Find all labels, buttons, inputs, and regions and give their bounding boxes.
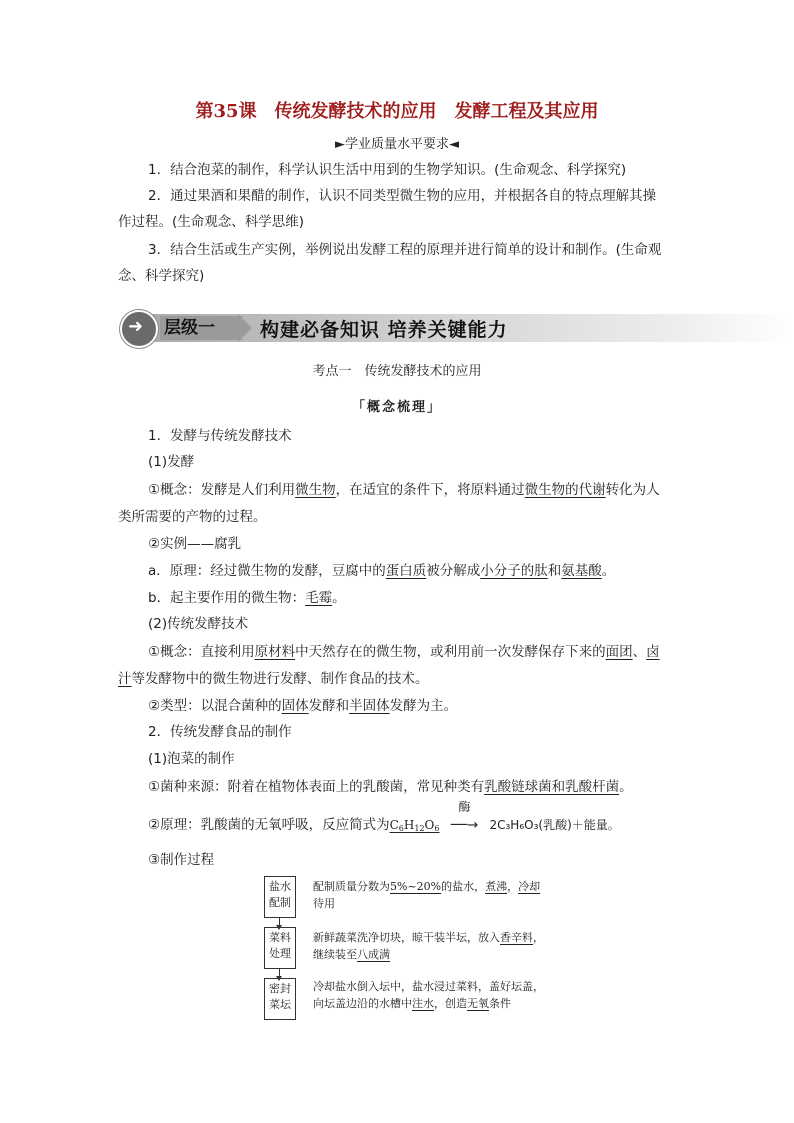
concept-line-2: 类所需要的产物的过程。 <box>118 509 267 525</box>
traditional-concept-line-1: ①概念：直接利用原材料中天然存在的微生物，或利用前一次发酵保存下来的面团、卤 <box>148 644 660 660</box>
level-banner <box>120 310 794 346</box>
chevron-right-icon <box>238 314 252 342</box>
flow-step-brine-text-1: 配制质量分数为5%~20%的盐水，煮沸，冷却 <box>313 880 541 893</box>
banner-level-label: 层级一 <box>160 316 242 340</box>
lesson-title: 第35课 传统发酵技术的应用 发酵工程及其应用 <box>195 101 599 122</box>
microbe-line: b．起主要作用的微生物：毛霉。 <box>148 590 346 606</box>
flow-step-seal: 密封 菜坛 <box>264 978 296 1020</box>
heading-1-2: (2)传统发酵技术 <box>148 616 249 632</box>
section-title: 考点一 传统发酵技术的应用 <box>312 364 482 379</box>
heading-2: 2．传统发酵食品的制作 <box>148 724 292 740</box>
flow-step-brine: 盐水 配制 <box>264 876 296 918</box>
goal-3-line-1: 3．结合生活或生产实例，举例说出发酵工程的原理并进行简单的设计和制作。(生命观 <box>148 242 662 258</box>
quality-requirements-header: ►学业质量水平要求◄ <box>335 137 459 152</box>
flow-step-seal-text-1: 冷却盐水倒入坛中，盐水浸过菜料，盖好坛盖， <box>313 980 544 993</box>
example-heading: ②实例——腐乳 <box>148 536 242 552</box>
concept-line-1: ①概念：发酵是人们利用微生物，在适宜的条件下，将原料通过微生物的代谢转化为人 <box>148 482 660 498</box>
heading-1: 1．发酵与传统发酵技术 <box>148 428 292 444</box>
goal-1: 1．结合泡菜的制作，科学认识生活中用到的生物学知识。(生命观念、科学探究) <box>148 162 627 178</box>
glucose-formula: $C_6H_{12}O_6$ <box>389 818 440 833</box>
traditional-concept-line-2: 汁等发酵物中的微生物进行发酵、制作食品的技术。 <box>118 671 429 687</box>
goal-3-line-2: 念、科学探究) <box>118 268 205 284</box>
principle-line: a．原理：经过微生物的发酵，豆腐中的蛋白质被分解成小分子的肽和氨基酸。 <box>148 563 616 579</box>
flow-step-brine-text-2: 待用 <box>313 897 335 910</box>
flow-arrow-1 <box>279 917 280 926</box>
flow-step-vegetables-text-2: 继续装至八成满 <box>313 948 390 961</box>
concept-header: 「概念梳理」 <box>351 400 442 415</box>
flow-step-vegetables-text-1: 新鲜蔬菜洗净切块，晾干装半坛，放入香辛料， <box>313 931 544 944</box>
process-heading: ③制作过程 <box>148 852 215 868</box>
heading-1-1: (1)发酵 <box>148 454 195 470</box>
flow-arrow-2 <box>279 968 280 977</box>
flow-step-seal-text-2: 向坛盖边沿的水槽中注水，创造无氧条件 <box>313 997 511 1010</box>
goal-2-line-1: 2．通过果酒和果醋的制作，认识不同类型微生物的应用，并根据各自的特点理解其操 <box>148 188 657 204</box>
banner-text: 构建必备知识 培养关键能力 <box>260 319 508 341</box>
reaction-line: ②原理：乳酸菌的无氧呼吸，反应简式为$C_6H_{12}O_6$ 酶 ──→ 2C₃H₆O₃(乳酸)＋能量。 <box>148 815 620 839</box>
heading-2-1: (1)泡菜的制作 <box>148 751 235 767</box>
enzyme-arrow: 酶 ──→ <box>439 815 489 835</box>
flow-step-vegetables: 菜料 处理 <box>264 927 296 969</box>
enzyme-label: 酶 <box>458 800 471 814</box>
goal-2-line-2: 作过程。(生命观念、科学思维) <box>118 214 305 230</box>
arrow-right-icon: ➜ <box>128 316 144 337</box>
source-line: ①菌种来源：附着在植物体表面上的乳酸菌，常见种类有乳酸链球菌和乳酸杆菌。 <box>148 779 633 795</box>
type-line: ②类型：以混合菌种的固体发酵和半固体发酵为主。 <box>148 698 458 714</box>
